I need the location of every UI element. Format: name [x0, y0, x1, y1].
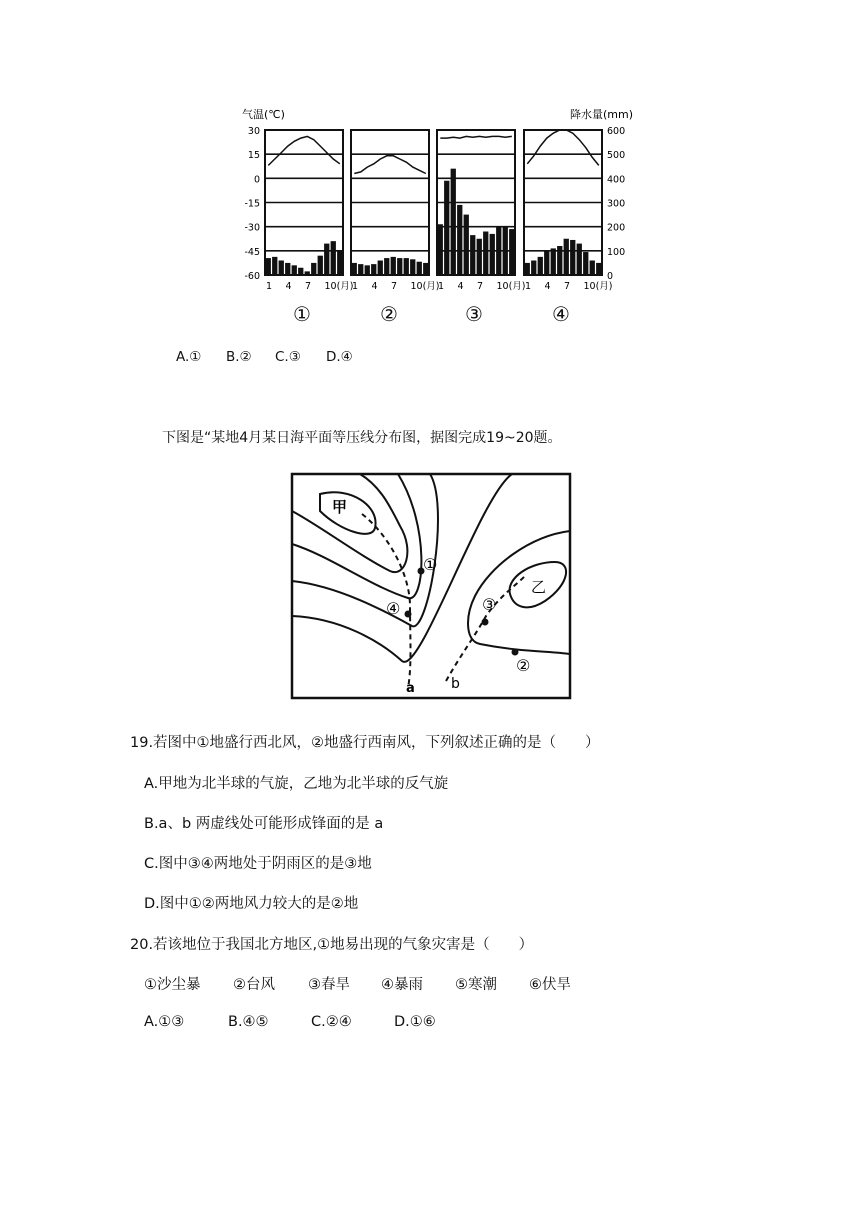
precip-bar	[331, 241, 336, 275]
precip-bar	[324, 244, 329, 275]
month-label: 4	[285, 281, 292, 292]
map-label-yi: 乙	[531, 578, 547, 596]
q19-option-d[interactable]: D.图中①②两地风力较大的是②地	[144, 896, 359, 912]
precip-bar	[551, 248, 556, 275]
precip-bar	[483, 232, 488, 276]
climate-chart-2	[351, 130, 440, 292]
q20-option-a[interactable]: A.①③	[144, 1014, 185, 1030]
right-tick-label: 0	[607, 271, 614, 282]
q19-option-b[interactable]: B.a、b 两虚线处可能形成锋面的是 a	[144, 816, 384, 832]
precip-bar	[397, 258, 402, 275]
q20-option-d[interactable]: D.①⑥	[394, 1014, 436, 1030]
precip-bar	[384, 258, 389, 275]
precip-bar	[266, 258, 271, 275]
month-label: 10(月)	[496, 281, 526, 292]
point-2-dot	[512, 649, 519, 656]
precip-bar	[490, 234, 495, 275]
q18-option-c[interactable]: C.③	[275, 349, 301, 365]
precip-bar	[365, 265, 370, 275]
month-label: 7	[477, 281, 484, 292]
precip-bar	[444, 181, 449, 275]
month-label: 4	[457, 281, 464, 292]
precip-bar	[503, 227, 508, 275]
chart-label-1: ①	[293, 302, 311, 326]
precip-bar	[298, 268, 303, 275]
precip-bar	[583, 252, 588, 275]
month-label: 10(月)	[583, 281, 613, 292]
isobar-1	[292, 474, 407, 572]
right-tick-label: 300	[607, 198, 626, 210]
precip-bar	[470, 235, 475, 275]
precip-bar	[371, 264, 376, 275]
precip-bar	[292, 265, 297, 275]
right-tick-label: 500	[607, 150, 626, 162]
right-tick-label: 400	[607, 174, 626, 186]
right-tick-label: 100	[607, 246, 626, 258]
precip-bar	[496, 227, 501, 275]
q18-option-d[interactable]: D.④	[326, 349, 353, 365]
isobar-jia-center	[320, 492, 376, 534]
q20-option-c[interactable]: C.②④	[311, 1014, 352, 1030]
month-label: 7	[564, 281, 571, 292]
isobar-map	[280, 466, 580, 706]
temperature-line	[527, 130, 599, 165]
precip-bar	[596, 263, 601, 275]
map-label-2: ②	[516, 656, 531, 675]
precip-bar	[318, 256, 323, 275]
chart-label-4: ④	[552, 302, 570, 326]
precip-bar	[570, 240, 575, 275]
map-label-a: a	[406, 681, 415, 696]
precip-bar	[457, 205, 462, 275]
precip-bar	[438, 224, 443, 275]
left-tick-label: -30	[244, 222, 260, 234]
precip-bar	[311, 263, 316, 275]
q20-stem: 20.若该地位于我国北方地区,①地易出现的气象灾害是（ ）	[130, 937, 534, 953]
month-label: 10(月)	[410, 281, 440, 292]
chart-label-3: ③	[465, 302, 483, 326]
q19-option-c[interactable]: C.图中③④两地处于阴雨区的是③地	[144, 856, 372, 872]
precip-bar	[509, 229, 514, 275]
q18-option-b[interactable]: B.②	[226, 349, 252, 365]
q20-item-6: ⑥伏旱	[529, 977, 571, 993]
left-tick-label: -60	[244, 271, 260, 282]
q20-item-1: ①沙尘暴	[144, 977, 201, 993]
left-axis-title: 气温(℃)	[242, 108, 285, 121]
precip-bar	[272, 257, 277, 275]
precip-bar	[477, 239, 482, 275]
left-tick-label: 15	[247, 150, 260, 162]
precip-bar	[538, 257, 543, 275]
intro-text: 下图是“某地4月某日海平面等压线分布图，据图完成19~20题。	[162, 430, 562, 446]
map-label-1: ①	[423, 555, 438, 574]
precip-bar	[464, 215, 469, 275]
q20-item-5: ⑤寒潮	[455, 977, 497, 993]
left-tick-label: -45	[244, 246, 260, 258]
precip-bar	[410, 259, 415, 275]
point-4-dot	[405, 611, 412, 618]
left-tick-label: 30	[247, 126, 260, 137]
month-label: 10(月)	[324, 281, 354, 292]
map-label-jia: 甲	[332, 498, 348, 516]
q19-option-a[interactable]: A.甲地为北半球的气旋，乙地为北半球的反气旋	[144, 776, 449, 792]
left-tick-label: -15	[244, 198, 260, 210]
precip-bar	[531, 261, 536, 276]
precip-bar	[590, 261, 595, 276]
month-label: 1	[266, 281, 273, 292]
climate-chart-1	[265, 130, 354, 292]
map-label-3: ③	[482, 595, 497, 614]
climate-chart-4	[524, 130, 613, 292]
precip-bar	[391, 257, 396, 275]
isobar-2	[292, 474, 421, 598]
precip-bar	[557, 246, 562, 275]
precip-bar	[417, 262, 422, 275]
right-axis-title: 降水量(mm)	[570, 108, 634, 121]
climate-chart-3	[437, 130, 526, 292]
precip-bar	[358, 264, 363, 275]
q20-item-2: ②台风	[233, 977, 275, 993]
precip-bar	[577, 244, 582, 275]
q20-item-4: ④暴雨	[381, 977, 423, 993]
temperature-line	[268, 136, 340, 165]
q19-stem: 19.若图中①地盛行西北风，②地盛行西南风，下列叙述正确的是（ ）	[130, 735, 600, 751]
right-tick-label: 600	[607, 126, 626, 137]
point-3-dot	[482, 619, 489, 626]
chart-label-2: ②	[380, 302, 398, 326]
dashed-line-b	[446, 576, 525, 681]
right-tick-label: 200	[607, 222, 626, 234]
precip-bar	[279, 261, 284, 276]
precip-bar	[423, 263, 428, 275]
month-label: 4	[371, 281, 378, 292]
month-label: 7	[305, 281, 312, 292]
temperature-line	[440, 136, 512, 138]
precip-bar	[564, 239, 569, 275]
precip-bar	[337, 251, 342, 275]
month-label: 1	[352, 281, 359, 292]
map-label-4: ④	[386, 599, 401, 618]
map-label-b: b	[451, 676, 460, 692]
precip-bar	[544, 251, 549, 275]
q20-option-b[interactable]: B.④⑤	[228, 1014, 269, 1030]
precip-bar	[378, 261, 383, 276]
precip-bar	[525, 263, 530, 275]
month-label: 4	[544, 281, 551, 292]
precip-bar	[352, 263, 357, 275]
precip-bar	[285, 263, 290, 275]
month-label: 7	[391, 281, 398, 292]
q20-item-3: ③春旱	[308, 977, 350, 993]
month-label: 1	[525, 281, 532, 292]
left-tick-label: 0	[253, 174, 260, 186]
precip-bar	[451, 169, 456, 275]
isobar-3	[292, 474, 438, 626]
q18-option-a[interactable]: A.①	[176, 349, 202, 365]
month-label: 1	[438, 281, 445, 292]
precip-bar	[404, 258, 409, 275]
temperature-line	[354, 156, 426, 174]
